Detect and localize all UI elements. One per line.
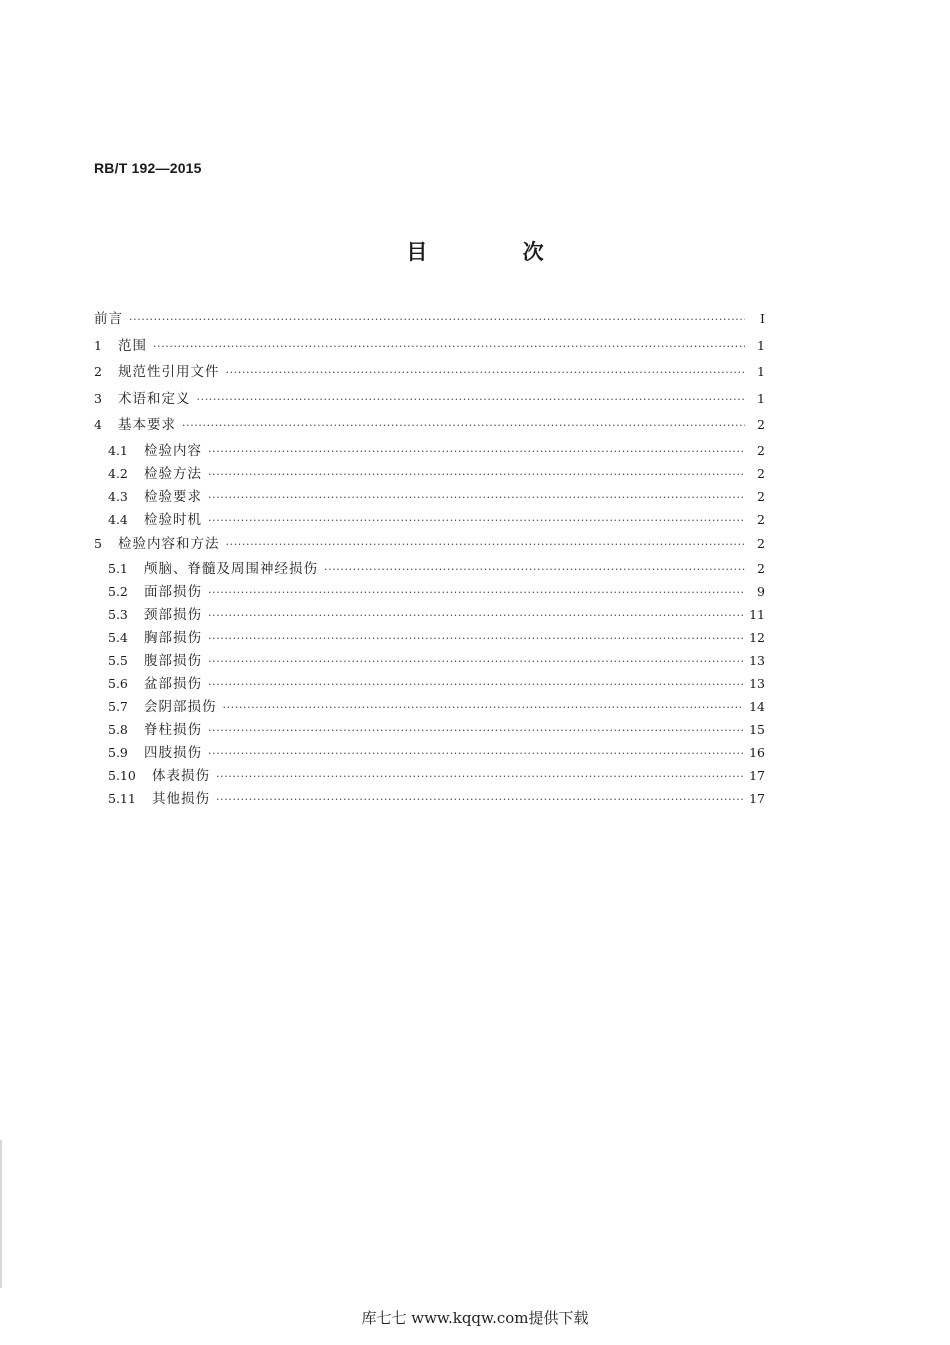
toc-entry-number: 4.4 xyxy=(108,511,128,527)
toc-entry-label: 四肢损伤 xyxy=(144,745,202,761)
leader-dots xyxy=(208,742,743,765)
toc-entry-label: 基本要求 xyxy=(118,417,176,433)
toc-entry-number: 5.9 xyxy=(108,745,128,760)
leader-dots xyxy=(208,463,745,486)
leader-dots xyxy=(226,360,746,387)
toc-entry-1[interactable] xyxy=(94,333,765,360)
toc-entry-4-3[interactable] xyxy=(94,485,765,508)
toc-entry-5-6[interactable] xyxy=(94,672,765,695)
toc-entry-label: 术语和定义 xyxy=(118,390,191,407)
toc-entry-5-1[interactable] xyxy=(94,557,765,580)
toc-entry-page: 2 xyxy=(757,488,765,504)
leader-dots xyxy=(129,307,745,334)
toc-entry-5-5[interactable] xyxy=(94,649,765,672)
document-code: RB/T 192—2015 xyxy=(94,160,202,176)
leader-dots xyxy=(208,581,745,604)
toc-title: 目 次 xyxy=(406,240,588,264)
toc-entry-page: 2 xyxy=(757,417,765,432)
toc-entry-page: 2 xyxy=(757,535,765,551)
toc-entry-label: 胸部损伤 xyxy=(144,630,202,646)
toc-entry-4-1[interactable] xyxy=(94,439,765,462)
toc-entry-5-11[interactable] xyxy=(94,787,765,810)
leader-dots xyxy=(208,673,743,696)
toc-entry-number: 5 xyxy=(94,535,102,551)
toc-entry-5[interactable] xyxy=(94,531,765,558)
toc-entry-label: 其他损伤 xyxy=(152,791,210,807)
toc-entry-number: 4.1 xyxy=(108,442,128,458)
leader-dots xyxy=(324,558,745,581)
toc-entry-number: 5.2 xyxy=(108,584,128,599)
toc-entry-page: 2 xyxy=(757,561,765,576)
leader-dots xyxy=(223,696,744,719)
scan-edge-line xyxy=(0,1140,2,1288)
toc-entry-5-7[interactable] xyxy=(94,695,765,718)
toc-entry-page: 11 xyxy=(749,607,765,622)
toc-entry-5-8[interactable] xyxy=(94,718,765,741)
toc-entry-4-2[interactable] xyxy=(94,462,765,485)
toc-entry-4-4[interactable] xyxy=(94,508,765,531)
toc-entry-page: 13 xyxy=(749,653,765,668)
toc-entry-label: 范围 xyxy=(118,337,147,354)
toc-entry-page: I xyxy=(760,311,765,326)
toc-entry-label: 颈部损伤 xyxy=(144,607,202,623)
toc-entry-label: 检验内容和方法 xyxy=(118,535,220,552)
toc-entry-number: 1 xyxy=(94,337,102,353)
leader-dots xyxy=(208,509,745,532)
toc-entry-number: 5.4 xyxy=(108,630,128,645)
toc-entry-foreword[interactable] xyxy=(94,306,765,333)
toc-entry-page: 12 xyxy=(749,630,765,645)
toc-entry-number: 5.10 xyxy=(108,768,136,783)
toc-entry-page: 9 xyxy=(757,584,765,599)
toc-entry-page: 1 xyxy=(757,364,765,379)
toc-entry-label: 脊柱损伤 xyxy=(144,722,202,738)
toc-entry-page: 2 xyxy=(757,442,765,458)
toc-entry-label: 盆部损伤 xyxy=(144,676,202,692)
leader-dots xyxy=(208,627,743,650)
leader-dots xyxy=(153,334,745,361)
leader-dots xyxy=(208,486,745,509)
toc-entry-page: 16 xyxy=(749,745,765,760)
toc-entry-number: 4.2 xyxy=(108,465,128,481)
toc-entry-5-3[interactable] xyxy=(94,603,765,626)
toc-entry-number: 5.8 xyxy=(108,722,128,737)
toc-entry-number: 5.6 xyxy=(108,676,128,691)
leader-dots xyxy=(208,650,743,673)
toc-entry-number: 5.1 xyxy=(108,561,128,576)
leader-dots xyxy=(182,413,745,440)
table-of-contents xyxy=(94,306,765,810)
toc-entry-page: 15 xyxy=(749,722,765,737)
leader-dots xyxy=(208,604,743,627)
toc-entry-page: 2 xyxy=(757,465,765,481)
toc-entry-number: 2 xyxy=(94,364,102,379)
toc-entry-number: 5.11 xyxy=(108,791,136,806)
toc-entry-number: 3 xyxy=(94,390,102,406)
leader-dots xyxy=(208,719,743,742)
footer-watermark: 库七七 www.kqqw.com提供下载 xyxy=(361,1309,589,1327)
toc-entry-page: 2 xyxy=(757,511,765,527)
toc-entry-number: 4 xyxy=(94,417,102,432)
toc-entry-5-4[interactable] xyxy=(94,626,765,649)
toc-entry-2[interactable] xyxy=(94,359,765,386)
toc-entry-number: 5.7 xyxy=(108,699,128,714)
leader-dots xyxy=(208,440,745,463)
toc-entry-label: 检验方法 xyxy=(144,465,202,482)
toc-entry-4[interactable] xyxy=(94,412,765,439)
toc-entry-number: 5.3 xyxy=(108,607,128,622)
toc-entry-label: 检验时机 xyxy=(144,511,202,528)
toc-entry-page: 14 xyxy=(749,699,765,714)
toc-entry-page: 1 xyxy=(757,390,765,406)
toc-entry-label: 面部损伤 xyxy=(144,584,202,600)
toc-entry-label: 检验内容 xyxy=(144,442,202,459)
toc-entry-label: 体表损伤 xyxy=(152,768,210,784)
leader-dots xyxy=(197,387,746,414)
leader-dots xyxy=(216,788,743,811)
toc-entry-label: 颅脑、脊髓及周围神经损伤 xyxy=(144,561,318,577)
toc-entry-page: 17 xyxy=(749,768,765,783)
toc-entry-5-9[interactable] xyxy=(94,741,765,764)
toc-entry-5-2[interactable] xyxy=(94,580,765,603)
toc-entry-3[interactable] xyxy=(94,386,765,413)
toc-entry-label: 腹部损伤 xyxy=(144,653,202,669)
leader-dots xyxy=(216,765,743,788)
toc-entry-label: 前言 xyxy=(94,311,123,327)
toc-entry-label: 检验要求 xyxy=(144,488,202,505)
toc-entry-label: 规范性引用文件 xyxy=(118,364,220,380)
toc-entry-page: 13 xyxy=(749,676,765,691)
toc-entry-number: 5.5 xyxy=(108,653,128,668)
leader-dots xyxy=(226,532,746,559)
toc-entry-label: 会阴部损伤 xyxy=(144,699,217,715)
toc-entry-number: 4.3 xyxy=(108,488,128,504)
toc-entry-5-10[interactable] xyxy=(94,764,765,787)
toc-entry-page: 17 xyxy=(749,791,765,806)
toc-entry-page: 1 xyxy=(757,337,765,353)
